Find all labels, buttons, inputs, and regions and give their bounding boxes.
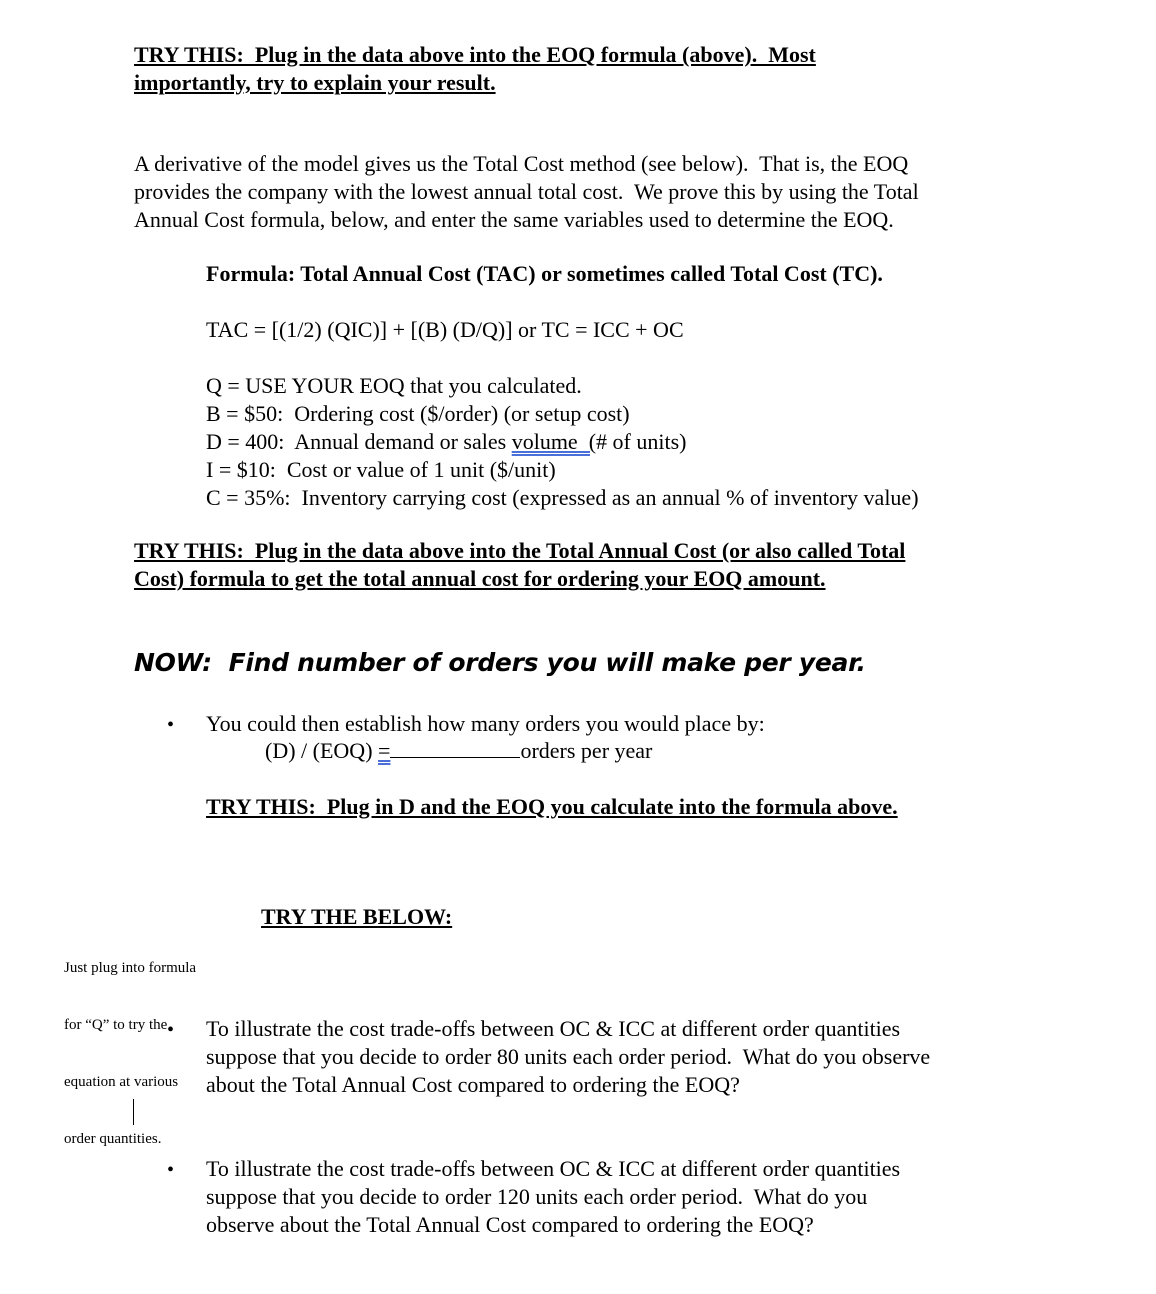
side-note-line4: order quantities.: [64, 1131, 162, 1147]
formula-heading: Formula: Total Annual Cost (TAC) or sometimes called Total Cost (TC).: [206, 261, 883, 286]
variable-d-suffix: # of units): [596, 429, 687, 454]
try-this-orders: TRY THIS: Plug in D and the EOQ you calculate into the formula above.: [206, 794, 898, 819]
variable-b: B = $50: Ordering cost ($/order) (or setup cost): [206, 401, 630, 426]
intro-line3: Annual Cost formula, below, and enter the same variables used to determine the EOQ.: [134, 207, 894, 232]
formula-block: [206, 260, 883, 288]
q120-question: [206, 1155, 900, 1239]
side-note-line1: Just plug into formula: [64, 960, 197, 976]
side-note: [64, 921, 196, 1168]
orders-formula: [265, 737, 652, 765]
q120-line3: observe about the Total Annual Cost compared to ordering the EOQ?: [206, 1212, 814, 1237]
variable-i: I = $10: Cost or value of 1 unit ($/unit): [206, 457, 556, 482]
try-this-tac-line1: TRY THIS: Plug in the data above into the Total Annual Cost (or also called Total: [134, 538, 906, 563]
try-this-orders-block: [206, 793, 898, 821]
try-below-heading: TRY THE BELOW:: [261, 904, 453, 929]
now-heading-block: [134, 648, 866, 678]
variables-list: [206, 372, 919, 512]
orders-formula-prefix: (D) / (EOQ): [265, 738, 379, 763]
q120-line1: To illustrate the cost trade-offs between OC & ICC at different order quantities: [206, 1156, 901, 1181]
variable-c: C = 35%: Inventory carrying cost (expressed as an annual % of inventory value): [206, 485, 919, 510]
side-note-line3: equation at various: [64, 1074, 179, 1090]
variable-d: [206, 428, 919, 456]
try-this-eoq-line1: TRY THIS: Plug in the data above into the EOQ formula (above). Most: [134, 42, 816, 67]
variable-d-flagged: volume (: [511, 429, 597, 454]
q80-line2: suppose that you decide to order 80 units each order period. What do you observe: [206, 1044, 931, 1069]
orders-answer-blank[interactable]: [390, 739, 520, 758]
bullet-q80: •: [167, 1019, 175, 1041]
try-this-eoq: [134, 41, 816, 97]
orders-line1-block: [206, 710, 765, 738]
try-below-block: [261, 903, 452, 931]
try-this-tac-line2: Cost) formula to get the total annual cost for ordering your EOQ amount.: [134, 566, 826, 591]
bullet-q120: •: [167, 1159, 175, 1181]
orders-formula-suffix: orders per year: [520, 738, 653, 763]
orders-line1: You could then establish how many orders you would place by:: [206, 711, 765, 736]
bullet-orders: •: [167, 714, 175, 736]
side-note-line2: for “Q” to try the: [64, 1017, 168, 1033]
intro-paragraph: [134, 150, 919, 234]
variable-q: Q = USE YOUR EOQ that you calculated.: [206, 373, 582, 398]
now-heading: NOW: Find number of orders you will make per year.: [134, 648, 866, 677]
q80-line1: To illustrate the cost trade-offs between OC & ICC at different order quantities: [206, 1016, 901, 1041]
try-this-tac: [134, 537, 905, 593]
orders-formula-equals: =: [378, 738, 391, 763]
formula-equation-block: [206, 316, 684, 344]
text-cursor: [133, 1099, 134, 1125]
variable-d-prefix: D = 400: Annual demand or sales: [206, 429, 512, 454]
q80-question: [206, 1015, 930, 1099]
try-this-eoq-line2: importantly, try to explain your result.: [134, 70, 496, 95]
q80-line3: about the Total Annual Cost compared to ordering the EOQ?: [206, 1072, 740, 1097]
intro-line1: A derivative of the model gives us the Total Cost method (see below). That is, the EOQ: [134, 151, 909, 176]
intro-line2: provides the company with the lowest annual total cost. We prove this by using the Total: [134, 179, 919, 204]
formula-equation: TAC = [(1/2) (QIC)] + [(B) (D/Q)] or TC = ICC + OC: [206, 317, 684, 342]
q120-line2: suppose that you decide to order 120 units each order period. What do you: [206, 1184, 868, 1209]
